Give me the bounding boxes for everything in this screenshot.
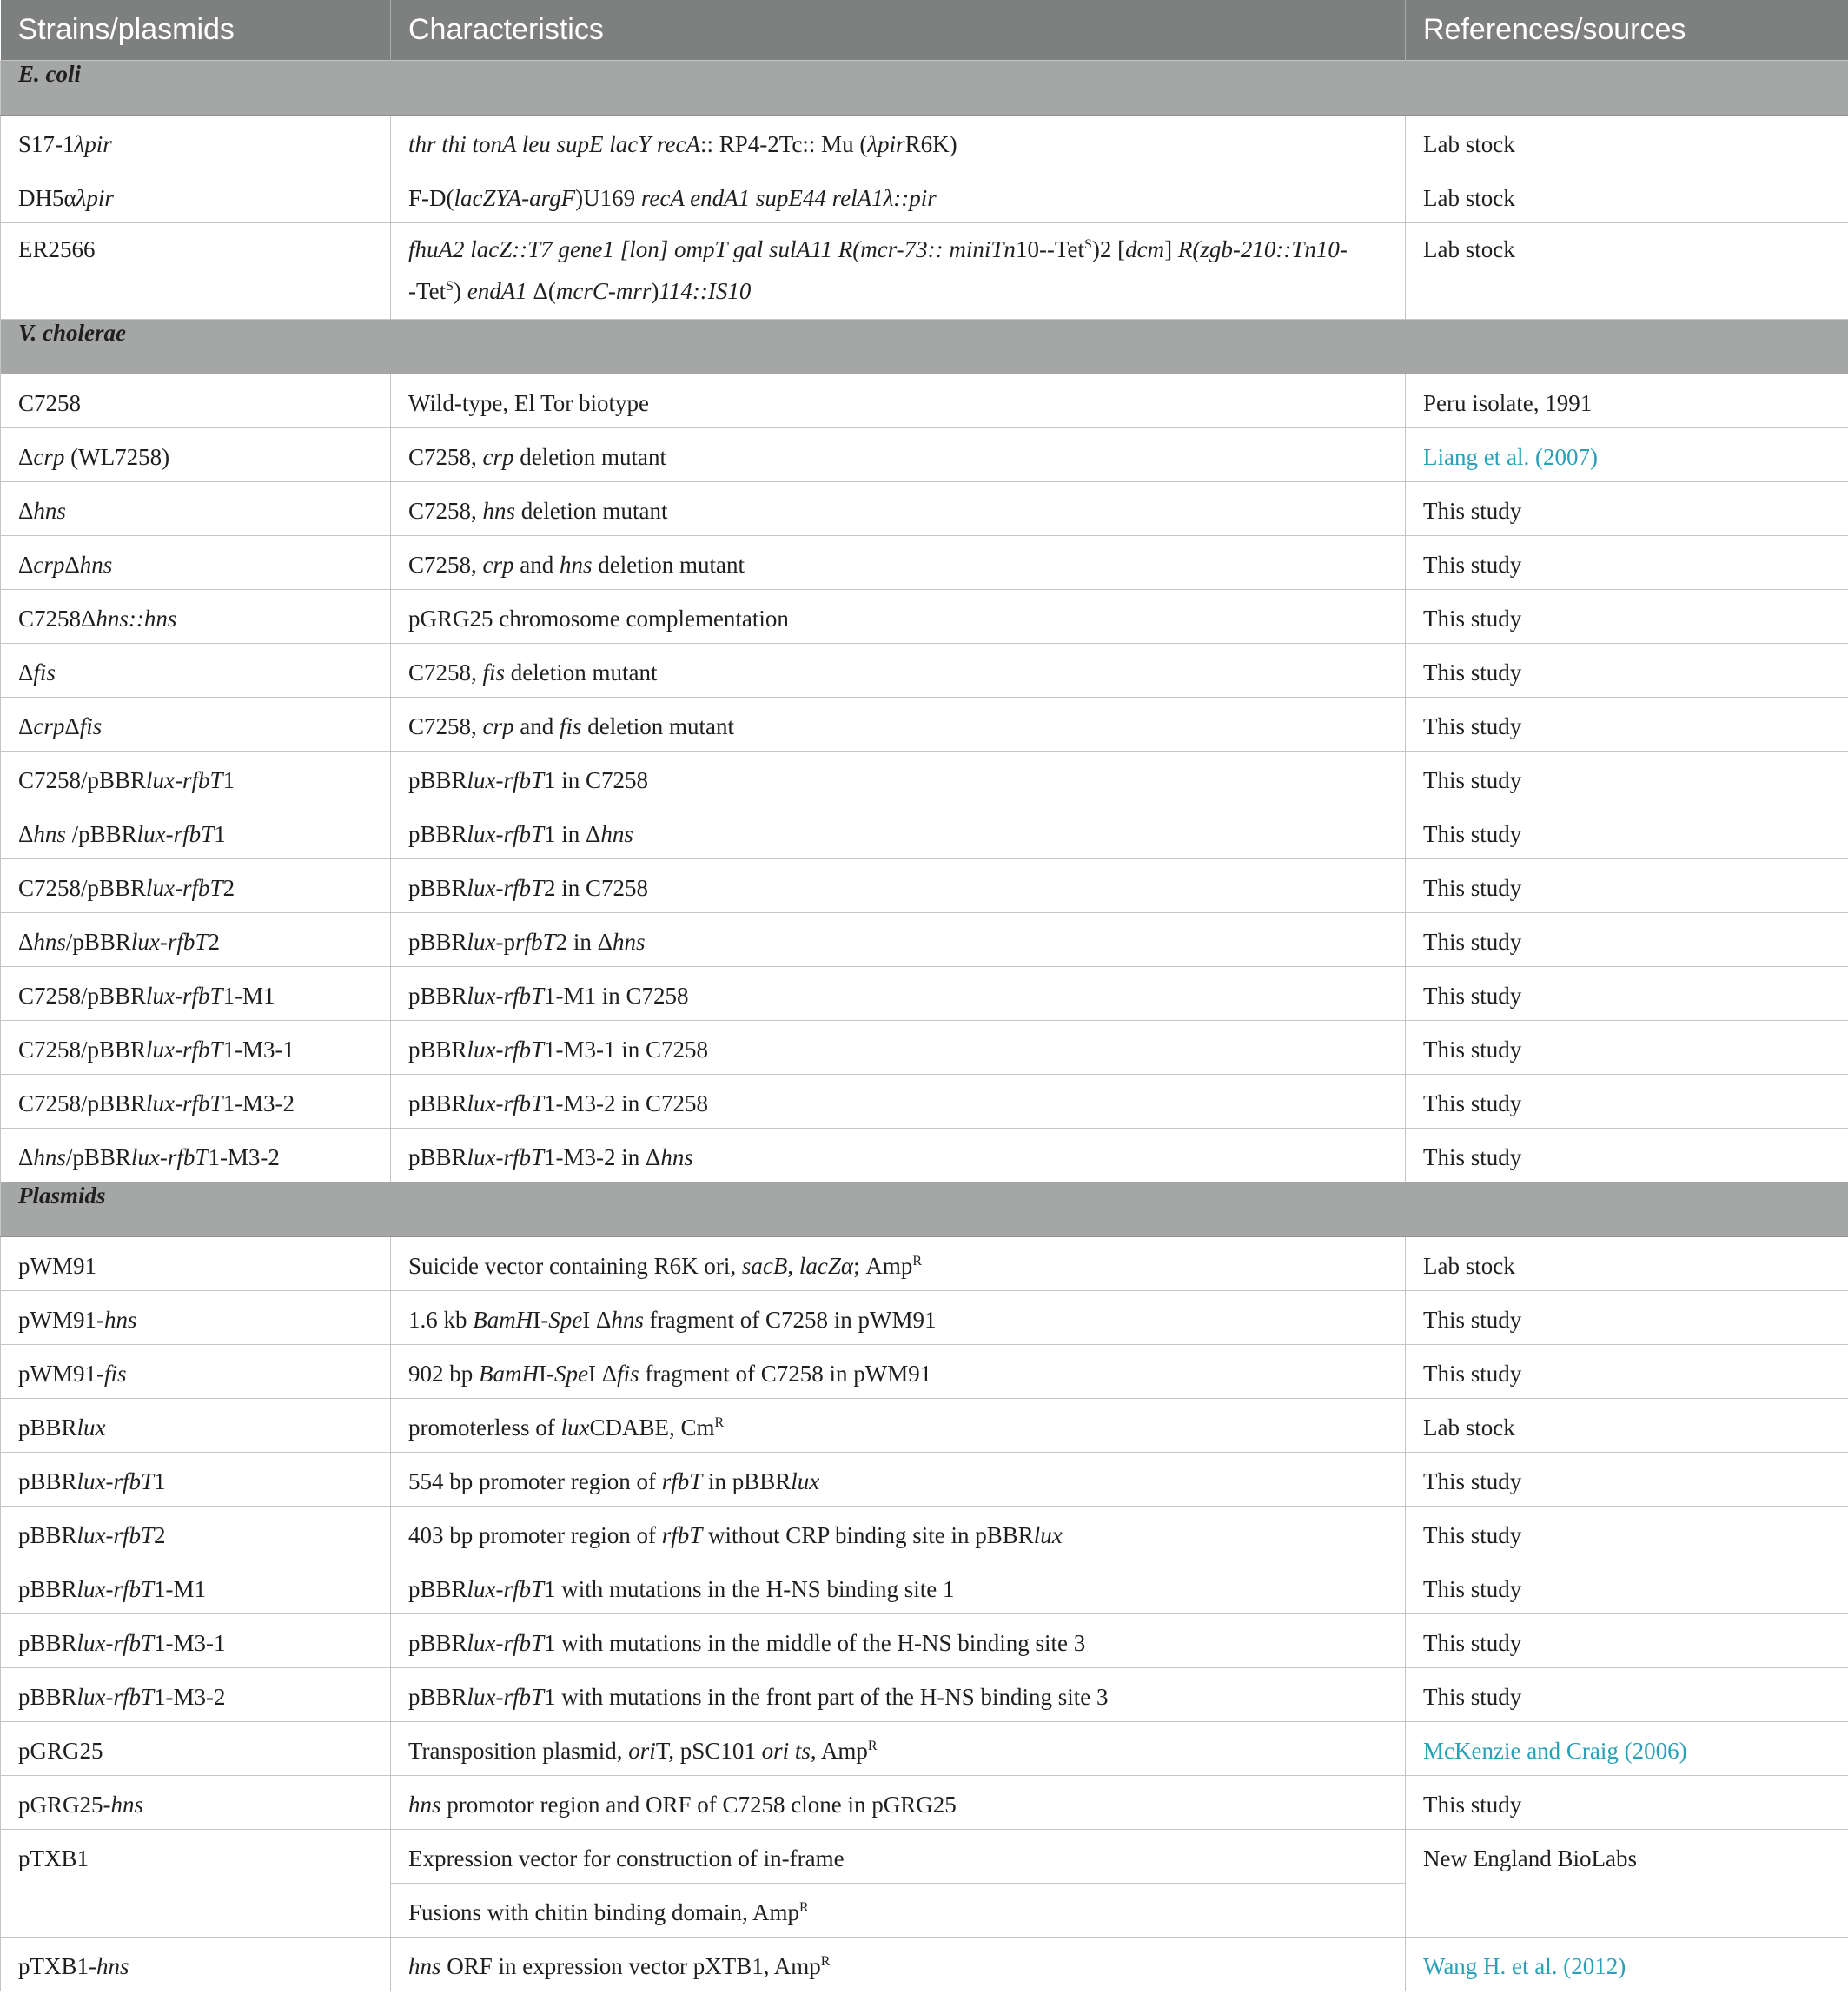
characteristics: Wild-type, El Tor biotype	[391, 374, 1406, 428]
table-row	[1, 859, 1848, 913]
header-strains-plasmids: Strains/plasmids	[1, 0, 391, 61]
strain-name: C7258Δhns::hns	[1, 590, 391, 644]
table-row	[1, 644, 1848, 698]
section-label: Plasmids	[1, 1182, 1848, 1237]
table-row	[1, 482, 1848, 536]
strain-name: DH5αλpir	[1, 169, 391, 223]
characteristics: C7258, crp and fis deletion mutant	[391, 698, 1406, 752]
characteristics: pBBRlux-rfbT1 with mutations in the H-NS binding site 1	[391, 1560, 1406, 1614]
strain-name: pBBRlux-rfbT1-M3-1	[1, 1614, 391, 1668]
reference: This study	[1406, 859, 1848, 913]
characteristics: Transposition plasmid, oriT, pSC101 ori ts, Amp$^R$	[391, 1722, 1406, 1776]
table-row	[1, 1399, 1848, 1453]
strain-name: C7258/pBBRlux-rfbT1	[1, 752, 391, 805]
characteristics: C7258, fis deletion mutant	[391, 644, 1406, 698]
reference: This study	[1406, 1345, 1848, 1399]
strain-name: Δcrp (WL7258)	[1, 428, 391, 482]
table-row	[1, 374, 1848, 428]
table-row	[1, 698, 1848, 752]
characteristics: C7258, crp and hns deletion mutant	[391, 536, 1406, 590]
strain-name: pWM91-hns	[1, 1291, 391, 1345]
strain-name: pTXB1	[1, 1830, 391, 1938]
characteristics: pBBRlux-prfbT2 in Δhns	[391, 913, 1406, 967]
strain-name: ΔcrpΔfis	[1, 698, 391, 752]
table-row	[1, 536, 1848, 590]
reference-link[interactable]: Wang H. et al. (2012)	[1406, 1938, 1848, 1991]
characteristics: 902 bp BamHI-SpeI Δfis fragment of C7258 in pWM91	[391, 1345, 1406, 1399]
reference: Lab stock	[1406, 1237, 1848, 1291]
characteristics: 1.6 kb BamHI-SpeI Δhns fragment of C7258 in pWM91	[391, 1291, 1406, 1345]
strain-name: Δhns/pBBRlux-rfbT2	[1, 913, 391, 967]
strain-name: S17-1λpir	[1, 116, 391, 169]
table-row	[1, 1938, 1848, 1991]
table-row	[1, 1668, 1848, 1722]
section-label: V. cholerae	[1, 320, 1848, 374]
table-row	[1, 1291, 1848, 1345]
reference: This study	[1406, 698, 1848, 752]
section-row-plasmids	[1, 1182, 1848, 1237]
table-row	[1, 116, 1848, 169]
table-row	[1, 1776, 1848, 1830]
strain-name: Δhns/pBBRlux-rfbT1-M3-2	[1, 1129, 391, 1182]
section-row-ecoli	[1, 61, 1848, 116]
table-row	[1, 428, 1848, 482]
strain-name: Δfis	[1, 644, 391, 698]
table-row	[1, 1129, 1848, 1182]
section-row-vcholerae	[1, 320, 1848, 374]
reference: This study	[1406, 1453, 1848, 1507]
strain-name: pBBRlux-rfbT2	[1, 1507, 391, 1560]
reference: This study	[1406, 1507, 1848, 1560]
reference-link[interactable]: McKenzie and Craig (2006)	[1406, 1722, 1848, 1776]
strain-name: Δhns	[1, 482, 391, 536]
strain-name: pBBRlux-rfbT1	[1, 1453, 391, 1507]
table-row	[1, 1507, 1848, 1560]
reference: New England BioLabs	[1406, 1830, 1848, 1938]
reference: This study	[1406, 1614, 1848, 1668]
strain-name: pBBRlux	[1, 1399, 391, 1453]
table-row	[1, 1453, 1848, 1507]
characteristics: pBBRlux-rfbT1-M3-1 in C7258	[391, 1021, 1406, 1075]
characteristics: pBBRlux-rfbT2 in C7258	[391, 859, 1406, 913]
strain-name: pBBRlux-rfbT1-M3-2	[1, 1668, 391, 1722]
table-row	[1, 1722, 1848, 1776]
reference: Peru isolate, 1991	[1406, 374, 1848, 428]
strain-name: pWM91	[1, 1237, 391, 1291]
characteristics: 403 bp promoter region of rfbT without CRP binding site in pBBRlux	[391, 1507, 1406, 1560]
reference: This study	[1406, 1129, 1848, 1182]
reference: Lab stock	[1406, 1399, 1848, 1453]
table-row	[1, 169, 1848, 223]
reference-link[interactable]: Liang et al. (2007)	[1406, 428, 1848, 482]
reference: This study	[1406, 1021, 1848, 1075]
characteristics: 554 bp promoter region of rfbT in pBBRlux	[391, 1453, 1406, 1507]
table-row	[1, 1830, 1848, 1884]
table-row	[1, 752, 1848, 805]
reference: This study	[1406, 590, 1848, 644]
table-row	[1, 1614, 1848, 1668]
table-header-row	[1, 0, 1848, 61]
characteristics: promoterless of luxCDABE, $Cm^R$	[391, 1399, 1406, 1453]
table-row	[1, 223, 1848, 320]
strain-name: pWM91-fis	[1, 1345, 391, 1399]
reference: This study	[1406, 1075, 1848, 1129]
strain-name: pGRG25	[1, 1722, 391, 1776]
strain-name: C7258/pBBRlux-rfbT1-M1	[1, 967, 391, 1021]
table-row	[1, 805, 1848, 859]
characteristics: F-D(lacZYA-argF)U169 recA endA1 supE44 relA1λ::pir	[391, 169, 1406, 223]
reference: This study	[1406, 913, 1848, 967]
reference: This study	[1406, 805, 1848, 859]
header-references: References/sources	[1406, 0, 1848, 61]
table-row	[1, 1237, 1848, 1291]
strain-name: Δhns /pBBRlux-rfbT1	[1, 805, 391, 859]
header-characteristics: Characteristics	[391, 0, 1406, 61]
strain-name: pBBRlux-rfbT1-M1	[1, 1560, 391, 1614]
strain-name: ER2566	[1, 223, 391, 320]
table-row	[1, 913, 1848, 967]
characteristics: pBBRlux-rfbT1 with mutations in the front part of the H-NS binding site 3	[391, 1668, 1406, 1722]
characteristics: pGRG25 chromosome complementation	[391, 590, 1406, 644]
reference: This study	[1406, 1560, 1848, 1614]
reference: Lab stock	[1406, 116, 1848, 169]
strain-name: pGRG25-hns	[1, 1776, 391, 1830]
characteristics: Expression vector for construction of in-frame	[391, 1830, 1406, 1884]
strain-name: pTXB1-hns	[1, 1938, 391, 1991]
characteristics: pBBRlux-rfbT1-M1 in C7258	[391, 967, 1406, 1021]
reference: This study	[1406, 536, 1848, 590]
characteristics: pBBRlux-rfbT1-M3-2 in Δhns	[391, 1129, 1406, 1182]
characteristics: hns promotor region and ORF of C7258 clone in pGRG25	[391, 1776, 1406, 1830]
characteristics: fhuA2 lacZ::T7 gene1 [lon] ompT gal sulA11 R(mcr-73:: miniTn10--Tet$^S$)2 [dcm] R(zgb-210::Tn10- -Tet$^S$) endA1 Δ(mcrC-mrr)114::IS10	[391, 223, 1406, 320]
reference: Lab stock	[1406, 169, 1848, 223]
reference: This study	[1406, 1668, 1848, 1722]
strain-name: C7258	[1, 374, 391, 428]
strain-name: ΔcrpΔhns	[1, 536, 391, 590]
section-label: E. coli	[1, 61, 1848, 116]
strain-name: C7258/pBBRlux-rfbT1-M3-1	[1, 1021, 391, 1075]
table-row	[1, 1345, 1848, 1399]
reference: Lab stock	[1406, 223, 1848, 320]
reference: This study	[1406, 482, 1848, 536]
characteristics: pBBRlux-rfbT1 with mutations in the middle of the H-NS binding site 3	[391, 1614, 1406, 1668]
table-row	[1, 590, 1848, 644]
characteristics: Suicide vector containing R6K ori, sacB, lacZα; Amp$^R$	[391, 1237, 1406, 1291]
table-row	[1, 1075, 1848, 1129]
reference: This study	[1406, 1291, 1848, 1345]
reference: This study	[1406, 967, 1848, 1021]
characteristics: C7258, hns deletion mutant	[391, 482, 1406, 536]
table-row	[1, 1021, 1848, 1075]
table-row	[1, 967, 1848, 1021]
reference: This study	[1406, 644, 1848, 698]
characteristics: Fusions with chitin binding domain, Amp$^R$	[391, 1884, 1406, 1938]
reference: This study	[1406, 752, 1848, 805]
characteristics: pBBRlux-rfbT1-M3-2 in C7258	[391, 1075, 1406, 1129]
characteristics: hns ORF in expression vector pXTB1, Amp$^R$	[391, 1938, 1406, 1991]
characteristics: C7258, crp deletion mutant	[391, 428, 1406, 482]
characteristics: pBBRlux-rfbT1 in Δhns	[391, 805, 1406, 859]
characteristics: pBBRlux-rfbT1 in C7258	[391, 752, 1406, 805]
characteristics: thr thi tonA leu supE lacY recA:: RP4-2Tc:: Mu (λpirR6K)	[391, 116, 1406, 169]
reference: This study	[1406, 1776, 1848, 1830]
strain-name: C7258/pBBRlux-rfbT1-M3-2	[1, 1075, 391, 1129]
strain-name: C7258/pBBRlux-rfbT2	[1, 859, 391, 913]
table-row	[1, 1560, 1848, 1614]
